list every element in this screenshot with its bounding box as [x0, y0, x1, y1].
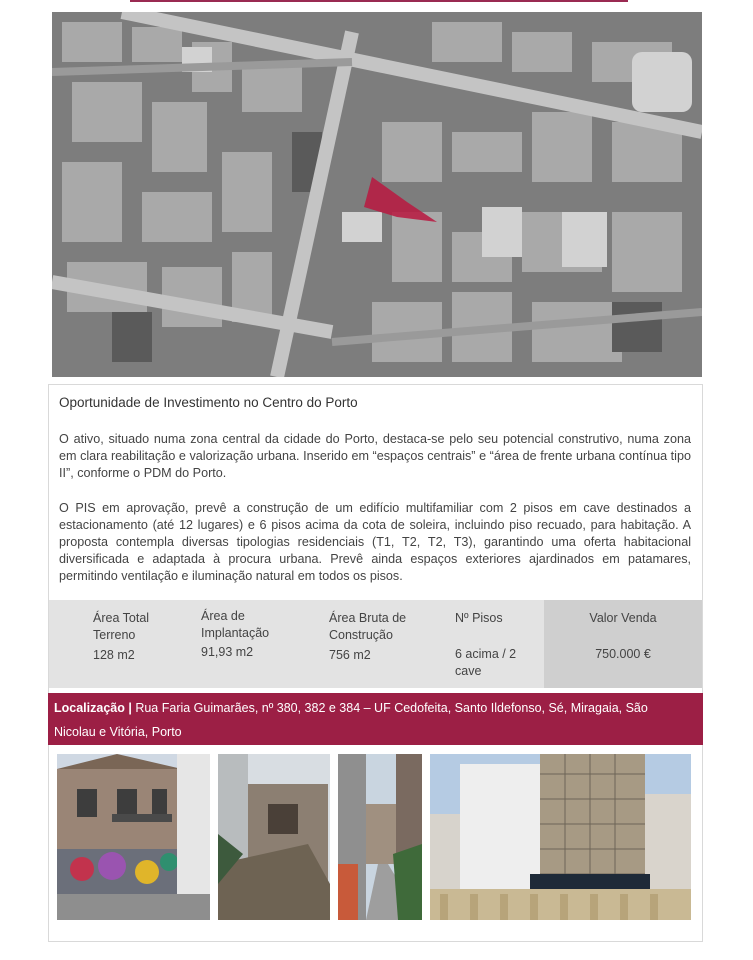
- house-facade-graffiti-photo: [57, 754, 210, 920]
- aerial-map-image: [52, 12, 702, 377]
- description-paragraph-1: O ativo, situado numa zona central da cidade do Porto, destaca-se pelo seu potencial construtivo, numa zona em clara reabilitação e valorização urbana. Inserido em “espaços centrais” e “área de frente urbana contínua tipo II”, conforme o PDM do Porto.: [59, 432, 691, 480]
- stat-label: Nº Pisos: [455, 611, 503, 625]
- stats-band: [49, 600, 702, 688]
- stat-value: 750.000 €: [595, 647, 651, 661]
- street-buildings-photo: [430, 754, 691, 920]
- stat-label: Área Total Terreno: [93, 611, 150, 642]
- stat-label: Área de Implantação: [201, 609, 270, 640]
- listing-title: Oportunidade de Investimento no Centro do Porto: [59, 395, 358, 410]
- stat-value: 128 m2: [93, 648, 135, 662]
- stat-value: 91,93 m2: [201, 645, 254, 659]
- location-bar: [48, 693, 703, 745]
- stat-label: Valor Venda: [589, 611, 657, 625]
- stat-value: 756 m2: [329, 648, 371, 662]
- stat-value: 6 acima / 2 cave: [455, 647, 517, 678]
- ruined-interior-photo: [218, 754, 330, 920]
- narrow-passage-photo: [338, 754, 422, 920]
- location-address: Rua Faria Guimarães, nº 380, 382 e 384 – UF Cedofeita, Santo Ildefonso, Sé, Miragaia, São Nicolau e Vitória, Porto: [54, 701, 648, 739]
- listing-card: [48, 384, 703, 942]
- stat-label: Área Bruta de Construção: [329, 611, 407, 642]
- header-accent-line: [130, 0, 628, 2]
- location-label: Localização |: [54, 701, 132, 715]
- description-paragraph-2: O PIS em aprovação, prevê a construção de um edifício multifamiliar com 2 pisos em cave destinados a estacionamento (até 12 lugares) e 6 pisos acima da cota de soleira, incluindo piso recuado, para habitação. A proposta contempla diversas tipologias residenciais (T1, T2, T2, T3), garantindo uma oferta habitacional diversificada e adaptada à procura urbana. Prevê ainda espaços exteriores ajardinados em patamares, permitindo ventilação e iluminação natural em todos os pisos.: [59, 501, 691, 583]
